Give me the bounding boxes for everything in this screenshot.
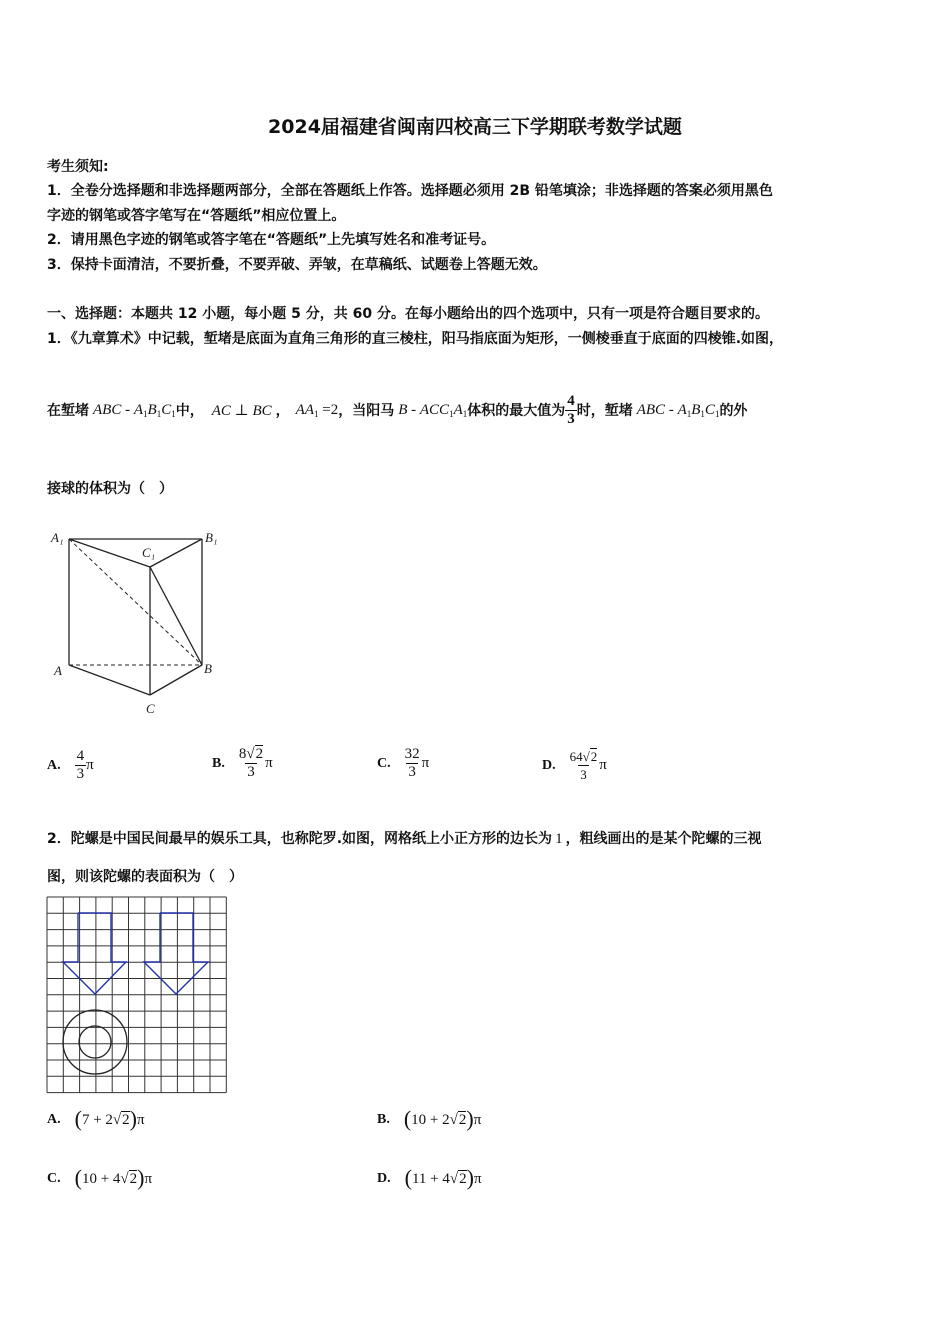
vertex-label: B [204, 661, 212, 676]
q2-option-a[interactable] [47, 1106, 145, 1132]
frac-num: 32 [404, 746, 420, 762]
expr-b: 2 [442, 1112, 450, 1128]
frac-den: 3 [76, 766, 85, 782]
q1-var: A [453, 401, 463, 418]
q2-line1 [47, 828, 762, 848]
q1-var: B [147, 401, 157, 418]
frac-den: 3 [247, 764, 255, 780]
q1-text: 中， [175, 403, 204, 419]
notice-item-1: 1．全卷分选择题和非选择题两部分，全部在答题纸上作答。选择题必须用 2B 铅笔填涂；非选择题的答案必须用黑色 [47, 183, 773, 199]
option-label: D. [542, 757, 556, 773]
frac-num: 64 [569, 749, 583, 764]
q1-sub: 1 [462, 408, 468, 419]
pi: π [473, 1171, 482, 1187]
side-view-outline [144, 913, 208, 994]
option-label: B. [212, 755, 225, 771]
q1-prism: ABC [636, 401, 666, 418]
vertex-label: C₁ [142, 545, 156, 560]
q1-var: A [677, 401, 687, 418]
top-view-inner-circle [79, 1026, 111, 1058]
q1-option-a[interactable] [47, 748, 94, 783]
q1-line2 [47, 388, 747, 432]
edge [69, 665, 150, 695]
vertex-label: A₁ [51, 530, 64, 545]
q1-sub: 1 [449, 408, 454, 419]
q1-dash: - [407, 401, 420, 418]
option-fraction: $\frac{64√2}{3}$ [569, 749, 598, 782]
grid [47, 897, 226, 1093]
frac-den: 3 [408, 764, 416, 780]
pi: π [265, 755, 273, 771]
q1-sub: 1 [156, 408, 162, 419]
q1-var: A [133, 401, 144, 418]
option-label: C. [47, 1171, 61, 1186]
frac-num: 8 [238, 746, 247, 762]
q1-sub: 1 [700, 408, 705, 419]
q1-sub: 1 [686, 408, 692, 419]
pi: π [599, 757, 607, 773]
frac-num: 4 [76, 748, 85, 764]
top-views-figure [45, 895, 231, 1095]
option-label: D. [377, 1171, 391, 1186]
q1-text: 在堑堵 [47, 403, 89, 419]
frac-den: 3 [580, 767, 587, 782]
option-fraction [75, 748, 87, 783]
q1-option-d[interactable] [542, 748, 607, 783]
q1-var: AA [295, 401, 314, 418]
notice-item-2: 2．请用黑色字迹的钢笔或答字笔在“答题纸”上先填写姓名和准考证号。 [47, 232, 496, 248]
q1-line3: 接球的体积为（ ） [47, 481, 173, 497]
q1-var: ACC [419, 401, 450, 418]
q1-option-b[interactable] [212, 746, 273, 781]
radicand: 2 [590, 749, 598, 764]
radicand: 2 [458, 1112, 467, 1128]
q1-var: B [398, 401, 408, 418]
pi: π [86, 757, 94, 773]
q1-var: AC [211, 402, 231, 419]
option-expr: (10 + 4√2)π [74, 1165, 153, 1190]
radicand: 2 [459, 1171, 467, 1187]
option-expr: (10 + 2√2)π [403, 1106, 482, 1131]
expr-b: 4 [112, 1171, 121, 1187]
pi: π [144, 1171, 153, 1187]
expr-b: 2 [105, 1112, 113, 1128]
radicand: 2 [255, 746, 264, 762]
q2-line2: 图，则该陀螺的表面积为（ ） [47, 869, 243, 885]
q1-var: C [704, 401, 715, 418]
q1-option-c[interactable] [377, 746, 429, 781]
option-label: C. [377, 755, 391, 771]
expr-a: 7 [81, 1112, 90, 1128]
expr-a: 10 [81, 1171, 97, 1187]
q1-text: ， [275, 403, 290, 419]
q1-text: 的外 [719, 403, 748, 419]
edge [69, 539, 150, 567]
q1-sub: 1 [143, 408, 148, 419]
notice-item-1-cont: 字迹的钢笔或答字笔写在“答题纸”相应位置上。 [47, 208, 346, 224]
option-label: A. [47, 1112, 61, 1127]
edge [150, 567, 202, 665]
expr-a: 11 [411, 1171, 427, 1187]
q1-sub: 1 [714, 408, 720, 419]
page-title: 2024届福建省闽南四校高三下学期联考数学试题 [268, 116, 682, 138]
q1-prism: ABC [93, 401, 122, 418]
vertex-label: B₁ [205, 530, 218, 545]
expr-b: 4 [442, 1171, 450, 1187]
q1-dash: - [665, 401, 678, 418]
notice-item-3: 3．保持卡面清洁，不要折叠，不要弄破、弄皱，在草稿纸、试题卷上答题无效。 [47, 257, 547, 273]
top-view-outer-circle [63, 1010, 127, 1074]
q1-var: C [161, 401, 172, 418]
q2-option-c[interactable] [47, 1165, 152, 1191]
hidden-edge [69, 539, 202, 665]
q1-var: B [691, 401, 701, 418]
q1-text: 时，堑堵 [576, 403, 633, 419]
frac-den: 3 [567, 410, 575, 427]
q1-text: 体积的最大值为 [467, 403, 566, 419]
edge [150, 539, 202, 567]
option-expr: (7 + 2√2)π [74, 1106, 145, 1131]
pi: π [473, 1112, 482, 1128]
frac-num: 4 [567, 392, 575, 409]
option-label: B. [377, 1112, 390, 1127]
front-view-outline [63, 913, 126, 994]
q1-var: BC [252, 402, 272, 419]
q2-num: 1 [555, 831, 563, 847]
vertex-label: C [146, 701, 155, 716]
option-fraction [403, 746, 422, 781]
q2-text: 2．陀螺是中国民间最早的娱乐工具，也称陀罗.如图，网格纸上小正方形的边长为 [47, 831, 553, 847]
q1-fraction [565, 393, 577, 428]
expr-a: 10 [411, 1112, 427, 1128]
edge [150, 665, 202, 695]
notice-heading: 考生须知: [47, 159, 109, 175]
prism-figure [45, 525, 235, 720]
vertex-label: A [54, 663, 62, 678]
option-expr: (11 + 4√2)π [404, 1165, 482, 1190]
section-heading: 一、选择题：本题共 12 小题，每小题 5 分，共 60 分。在每小题给出的四个选项中，只有一项是符合题目要求的。 [47, 306, 769, 322]
pi: π [421, 755, 430, 771]
q2-option-d[interactable] [377, 1165, 482, 1191]
q1-eq: =2 [318, 401, 339, 418]
pi: π [136, 1112, 145, 1128]
q1-dash: - [121, 401, 134, 418]
radicand: 2 [129, 1171, 138, 1187]
q1-sub: 1 [313, 408, 319, 419]
option-fraction: $\frac{8√2}{3}$ [238, 746, 264, 780]
q2-text: ，粗线画出的是某个陀螺的三视 [565, 831, 762, 847]
q1-line1: 1．《九章算术》中记载，堑堵是底面为直角三角形的直三棱柱，阳马指底面为矩形，一侧棱垂直于底面的四棱锥.如图， [47, 331, 784, 347]
radicand: 2 [122, 1112, 130, 1128]
q2-option-b[interactable] [377, 1106, 481, 1132]
q1-perp: ⊥ [230, 402, 253, 419]
option-label: A. [47, 757, 61, 773]
q1-sub: 1 [171, 408, 176, 419]
q1-text: ，当阳马 [338, 403, 395, 419]
